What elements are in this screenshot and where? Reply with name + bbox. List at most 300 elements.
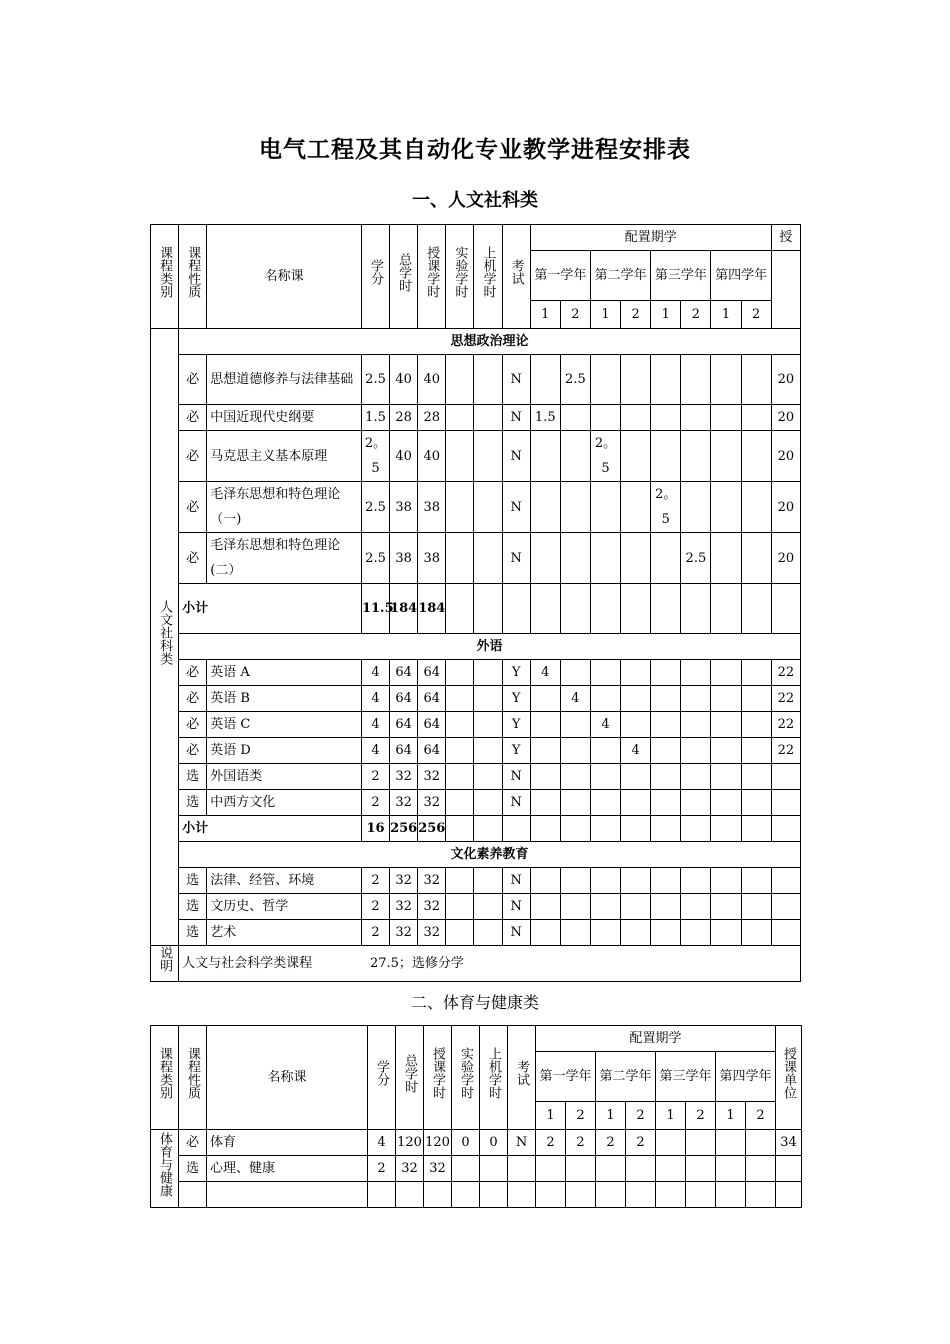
course-term-credit xyxy=(711,686,741,712)
course-exam: N xyxy=(502,405,530,431)
course-term-credit xyxy=(681,738,711,764)
course-computer-hours xyxy=(474,712,502,738)
subtotal-empty xyxy=(741,816,771,842)
course-total-hours: 32 xyxy=(390,894,418,920)
header-name: 名称课 xyxy=(207,225,362,329)
subtotal-empty xyxy=(446,584,474,634)
course-term-credit xyxy=(621,712,651,738)
page-title: 电气工程及其自动化专业教学进程安排表 xyxy=(259,137,691,163)
course-computer-hours xyxy=(474,431,502,482)
course-name: 体育 xyxy=(207,1130,368,1156)
course-lab-hours xyxy=(446,660,474,686)
course-total-hours: 32 xyxy=(390,790,418,816)
course-term-credit xyxy=(596,1182,626,1208)
header-term: 2 xyxy=(566,1102,596,1130)
course-nature: 选 xyxy=(179,894,207,920)
course-term-credit xyxy=(656,1130,686,1156)
header-credit xyxy=(361,225,389,329)
header-year: 第一学年 xyxy=(530,251,590,301)
course-nature: 必 xyxy=(179,738,207,764)
course-term-credit xyxy=(626,1156,656,1182)
table-row xyxy=(151,482,801,533)
course-term-credit xyxy=(741,920,771,946)
course-term-credit xyxy=(590,355,620,405)
course-term-credit xyxy=(741,431,771,482)
course-term-credit xyxy=(530,868,560,894)
course-term-credit xyxy=(560,405,590,431)
header-credit-text: 学分 xyxy=(368,259,384,285)
course-term-credit xyxy=(530,431,560,482)
course-name: 马克思主义基本原理 xyxy=(207,431,362,482)
course-lecture-hours: 40 xyxy=(418,355,446,405)
header-year: 第四学年 xyxy=(711,251,771,301)
header-term: 1 xyxy=(711,301,741,329)
table-row xyxy=(151,946,801,982)
course-lab-hours xyxy=(446,790,474,816)
course-lecture-hours xyxy=(424,1182,452,1208)
table-row xyxy=(151,533,801,584)
course-term-credit xyxy=(530,738,560,764)
course-term-credit xyxy=(590,405,620,431)
course-term-credit xyxy=(560,482,590,533)
header-category xyxy=(151,1026,179,1130)
course-lab-hours xyxy=(446,405,474,431)
course-term-credit: 2.5 xyxy=(681,533,711,584)
course-term-credit xyxy=(716,1130,746,1156)
course-total-hours: 40 xyxy=(390,431,418,482)
header-lab-hours-text: 实验学时 xyxy=(458,1047,473,1099)
course-term-credit xyxy=(651,712,681,738)
course-term-credit xyxy=(536,1182,566,1208)
course-computer-hours xyxy=(474,894,502,920)
course-term-credit xyxy=(686,1182,716,1208)
course-term-credit xyxy=(621,533,651,584)
course-dept: 22 xyxy=(771,738,800,764)
course-term-credit xyxy=(741,660,771,686)
course-name: 英语 B xyxy=(207,686,362,712)
course-term-credit xyxy=(651,405,681,431)
subtotal-empty xyxy=(590,816,620,842)
header-term: 2 xyxy=(746,1102,776,1130)
course-exam: N xyxy=(502,764,530,790)
course-term-credit: 4 xyxy=(560,686,590,712)
course-exam: Y xyxy=(502,660,530,686)
course-credit: 4 xyxy=(361,712,389,738)
subtotal-empty xyxy=(711,584,741,634)
course-name: 艺术 xyxy=(207,920,362,946)
header-year: 第三学年 xyxy=(656,1052,716,1102)
course-term-credit xyxy=(711,868,741,894)
course-dept xyxy=(771,764,800,790)
course-term-credit xyxy=(621,355,651,405)
header-lecture-hours xyxy=(424,1026,452,1130)
course-term-credit xyxy=(566,1182,596,1208)
header-exam xyxy=(508,1026,536,1130)
course-term-credit xyxy=(681,660,711,686)
table-row xyxy=(151,1156,802,1182)
course-total-hours: 64 xyxy=(390,738,418,764)
course-term-credit xyxy=(560,868,590,894)
category-sports-text: 体育与健康 xyxy=(157,1131,172,1197)
course-lecture-hours: 64 xyxy=(418,660,446,686)
subtotal-total-hours: 256 xyxy=(390,816,418,842)
subtotal-empty xyxy=(530,584,560,634)
course-term-credit xyxy=(621,920,651,946)
course-name: 英语 C xyxy=(207,712,362,738)
course-lecture-hours: 32 xyxy=(418,868,446,894)
course-term-credit xyxy=(741,790,771,816)
course-dept: 22 xyxy=(771,660,800,686)
course-term-credit xyxy=(590,738,620,764)
course-term-credit xyxy=(651,868,681,894)
table-row xyxy=(151,1182,802,1208)
course-lecture-hours: 32 xyxy=(418,764,446,790)
course-name xyxy=(207,1182,368,1208)
course-computer-hours xyxy=(474,660,502,686)
course-lab-hours xyxy=(446,712,474,738)
course-term-credit xyxy=(741,712,771,738)
table-row xyxy=(151,584,801,634)
subtotal-empty xyxy=(530,816,560,842)
course-term-credit xyxy=(651,431,681,482)
course-dept: 20 xyxy=(771,533,800,584)
header-exam xyxy=(502,225,530,329)
header-term: 2 xyxy=(686,1102,716,1130)
course-term-credit xyxy=(651,790,681,816)
course-term-credit xyxy=(596,1156,626,1182)
course-term-credit xyxy=(681,482,711,533)
course-exam: N xyxy=(502,482,530,533)
header-lecture-hours-text: 授课学时 xyxy=(430,1047,445,1099)
header-nature-text: 课程性质 xyxy=(185,246,201,298)
subtotal-credit: 16 xyxy=(361,816,389,842)
course-exam: N xyxy=(502,894,530,920)
course-lecture-hours: 32 xyxy=(418,790,446,816)
course-term-credit: 2。5 xyxy=(651,482,681,533)
subtotal-label: 小计 xyxy=(179,816,362,842)
header-term: 1 xyxy=(596,1102,626,1130)
course-term-credit xyxy=(621,482,651,533)
course-computer-hours xyxy=(480,1182,508,1208)
header-credit xyxy=(368,1026,396,1130)
header-computer-hours xyxy=(480,1026,508,1130)
table-row xyxy=(151,355,801,405)
course-nature: 选 xyxy=(179,764,207,790)
course-term-credit xyxy=(560,920,590,946)
course-term-credit xyxy=(711,405,741,431)
course-name: 心理、健康 xyxy=(207,1156,368,1182)
course-term-credit xyxy=(746,1182,776,1208)
course-term-credit xyxy=(681,920,711,946)
course-credit: 2 xyxy=(361,894,389,920)
course-term-credit xyxy=(711,355,741,405)
course-credit: 2 xyxy=(361,790,389,816)
category-humanities xyxy=(151,329,179,946)
course-term-credit xyxy=(590,920,620,946)
table-row xyxy=(151,431,801,482)
header-distribution: 配置期学 xyxy=(530,225,771,251)
header-term: 1 xyxy=(716,1102,746,1130)
course-term-credit xyxy=(746,1130,776,1156)
course-name: 思想道德修养与法律基础 xyxy=(207,355,362,405)
course-term-credit: 2 xyxy=(596,1130,626,1156)
course-total-hours: 32 xyxy=(390,868,418,894)
course-computer-hours xyxy=(474,764,502,790)
course-total-hours: 120 xyxy=(396,1130,424,1156)
course-term-credit xyxy=(560,738,590,764)
course-term-credit xyxy=(530,686,560,712)
course-term-credit xyxy=(530,790,560,816)
course-term-credit xyxy=(686,1156,716,1182)
course-total-hours: 32 xyxy=(390,764,418,790)
course-term-credit xyxy=(621,790,651,816)
course-term-credit xyxy=(560,660,590,686)
course-term-credit: 2 xyxy=(536,1130,566,1156)
course-term-credit xyxy=(681,764,711,790)
subtotal-empty xyxy=(621,816,651,842)
course-lab-hours xyxy=(446,868,474,894)
header-computer-hours xyxy=(474,225,502,329)
table-row xyxy=(151,634,801,660)
course-dept xyxy=(771,868,800,894)
course-total-hours: 38 xyxy=(390,482,418,533)
header-computer-hours-text: 上机学时 xyxy=(486,1047,501,1099)
table-row xyxy=(151,405,801,431)
course-credit xyxy=(368,1182,396,1208)
course-term-credit xyxy=(560,764,590,790)
course-term-credit xyxy=(686,1130,716,1156)
course-computer-hours xyxy=(474,738,502,764)
course-term-credit xyxy=(741,868,771,894)
course-dept xyxy=(771,790,800,816)
course-credit: 2 xyxy=(368,1156,396,1182)
course-total-hours: 64 xyxy=(390,686,418,712)
course-lecture-hours: 64 xyxy=(418,686,446,712)
course-exam: N xyxy=(508,1130,536,1156)
table-row xyxy=(151,790,801,816)
subtotal-credit: 11.5 xyxy=(361,584,389,634)
header-term: 1 xyxy=(590,301,620,329)
course-term-credit xyxy=(651,764,681,790)
course-exam: N xyxy=(502,868,530,894)
course-term-credit xyxy=(651,894,681,920)
course-dept xyxy=(771,894,800,920)
course-credit: 2 xyxy=(361,920,389,946)
course-term-credit xyxy=(741,405,771,431)
course-name: 外国语类 xyxy=(207,764,362,790)
header-year: 第二学年 xyxy=(590,251,650,301)
header-lecture-hours xyxy=(418,225,446,329)
header-term: 1 xyxy=(536,1102,566,1130)
course-term-credit xyxy=(681,431,711,482)
course-lab-hours xyxy=(446,920,474,946)
course-term-credit xyxy=(590,660,620,686)
course-term-credit: 4 xyxy=(621,738,651,764)
course-nature: 必 xyxy=(179,355,207,405)
course-term-credit xyxy=(651,920,681,946)
course-term-credit xyxy=(590,868,620,894)
course-term-credit xyxy=(621,660,651,686)
course-term-credit xyxy=(536,1156,566,1182)
course-dept xyxy=(771,920,800,946)
course-lab-hours xyxy=(446,764,474,790)
header-nature-text: 课程性质 xyxy=(185,1047,200,1099)
subtotal-empty xyxy=(560,816,590,842)
course-nature: 必 xyxy=(179,712,207,738)
subtotal-empty xyxy=(681,584,711,634)
course-computer-hours xyxy=(474,790,502,816)
course-nature: 必 xyxy=(179,1130,207,1156)
header-term: 2 xyxy=(626,1102,656,1130)
course-computer-hours xyxy=(474,920,502,946)
header-category-text: 课程类别 xyxy=(157,1047,172,1099)
course-total-hours: 38 xyxy=(390,533,418,584)
group-culture: 文化素养教育 xyxy=(179,842,801,868)
course-term-credit xyxy=(711,482,741,533)
course-term-credit xyxy=(681,868,711,894)
course-lecture-hours: 28 xyxy=(418,405,446,431)
course-nature: 必 xyxy=(179,686,207,712)
course-computer-hours xyxy=(480,1156,508,1182)
table-row xyxy=(151,660,801,686)
course-term-credit xyxy=(530,920,560,946)
subtotal-empty xyxy=(446,816,474,842)
course-computer-hours xyxy=(474,686,502,712)
course-term-credit xyxy=(681,686,711,712)
subtotal-empty xyxy=(681,816,711,842)
course-dept xyxy=(776,1156,802,1182)
table-row xyxy=(151,920,801,946)
course-term-credit: 1.5 xyxy=(530,405,560,431)
course-total-hours: 64 xyxy=(390,712,418,738)
header-nature xyxy=(179,225,207,329)
course-name: 文历史、哲学 xyxy=(207,894,362,920)
course-nature: 选 xyxy=(179,920,207,946)
header-dept xyxy=(776,1026,802,1130)
table-row xyxy=(151,712,801,738)
course-term-credit xyxy=(560,431,590,482)
course-term-credit xyxy=(621,894,651,920)
course-lecture-hours: 32 xyxy=(424,1156,452,1182)
header-year: 第二学年 xyxy=(596,1052,656,1102)
course-term-credit xyxy=(626,1182,656,1208)
course-name: 毛泽东思想和特色理论(二） xyxy=(207,533,362,584)
course-term-credit xyxy=(530,894,560,920)
course-lecture-hours: 32 xyxy=(418,920,446,946)
header-lecture-hours-text: 授课学时 xyxy=(424,246,440,298)
course-dept: 20 xyxy=(771,405,800,431)
course-term-credit xyxy=(711,431,741,482)
header-total-hours-text: 总学时 xyxy=(402,1053,417,1093)
header-term: 2 xyxy=(681,301,711,329)
header-year: 第一学年 xyxy=(536,1052,596,1102)
course-term-credit: 2 xyxy=(566,1130,596,1156)
course-term-credit xyxy=(651,533,681,584)
table-row xyxy=(151,842,801,868)
course-term-credit xyxy=(656,1156,686,1182)
subtotal-empty xyxy=(621,584,651,634)
course-term-credit xyxy=(656,1182,686,1208)
subtotal-empty xyxy=(560,584,590,634)
table-row xyxy=(151,816,801,842)
header-category-text: 课程类别 xyxy=(157,246,173,298)
course-credit: 2.5 xyxy=(361,482,389,533)
course-term-credit xyxy=(560,790,590,816)
header-term: 2 xyxy=(560,301,590,329)
subtotal-lecture-hours: 256 xyxy=(418,816,446,842)
header-term: 2 xyxy=(741,301,771,329)
course-exam: Y xyxy=(502,738,530,764)
course-dept: 20 xyxy=(771,355,800,405)
header-term: 2 xyxy=(621,301,651,329)
category-sports xyxy=(151,1130,179,1208)
course-dept: 22 xyxy=(771,712,800,738)
course-exam: N xyxy=(502,920,530,946)
course-term-credit xyxy=(681,790,711,816)
course-lab-hours xyxy=(446,738,474,764)
course-computer-hours xyxy=(474,405,502,431)
header-credit-text: 学分 xyxy=(374,1060,389,1086)
course-lab-hours xyxy=(452,1182,480,1208)
note-label xyxy=(151,946,179,982)
header-year: 第四学年 xyxy=(716,1052,776,1102)
table-row xyxy=(151,225,801,251)
header-term: 1 xyxy=(530,301,560,329)
course-lab-hours xyxy=(446,482,474,533)
course-term-credit xyxy=(560,894,590,920)
header-lab-hours-text: 实验学时 xyxy=(452,246,468,298)
course-term-credit xyxy=(741,894,771,920)
course-name: 毛泽东思想和特色理论（一) xyxy=(207,482,362,533)
course-total-hours: 64 xyxy=(390,660,418,686)
course-term-credit xyxy=(651,738,681,764)
course-term-credit xyxy=(741,738,771,764)
course-term-credit xyxy=(681,355,711,405)
course-total-hours: 40 xyxy=(390,355,418,405)
course-name: 中国近现代史纲要 xyxy=(207,405,362,431)
course-name: 英语 A xyxy=(207,660,362,686)
header-dept-text: 授课单位 xyxy=(781,1047,797,1099)
course-total-hours: 32 xyxy=(390,920,418,946)
course-term-credit xyxy=(741,764,771,790)
course-term-credit xyxy=(711,660,741,686)
table-row xyxy=(151,868,801,894)
table-row xyxy=(151,738,801,764)
course-term-credit xyxy=(711,764,741,790)
subtotal-empty xyxy=(474,816,502,842)
header-lab-hours xyxy=(446,225,474,329)
table-row xyxy=(151,1026,802,1052)
course-term-credit: 2。5 xyxy=(590,431,620,482)
table-row xyxy=(151,894,801,920)
course-term-credit xyxy=(711,738,741,764)
course-term-credit xyxy=(741,355,771,405)
course-credit: 4 xyxy=(361,660,389,686)
course-term-credit xyxy=(621,405,651,431)
course-lab-hours xyxy=(446,686,474,712)
course-term-credit xyxy=(681,894,711,920)
course-lab-hours xyxy=(446,355,474,405)
subtotal-label: 小计 xyxy=(179,584,362,634)
course-term-credit: 4 xyxy=(530,660,560,686)
course-name: 法律、经管、环境 xyxy=(207,868,362,894)
course-term-credit xyxy=(746,1156,776,1182)
category-humanities-text: 人文社科类 xyxy=(157,600,173,665)
course-name: 英语 D xyxy=(207,738,362,764)
course-exam: Y xyxy=(502,712,530,738)
course-total-hours xyxy=(396,1182,424,1208)
course-credit: 2 xyxy=(361,764,389,790)
